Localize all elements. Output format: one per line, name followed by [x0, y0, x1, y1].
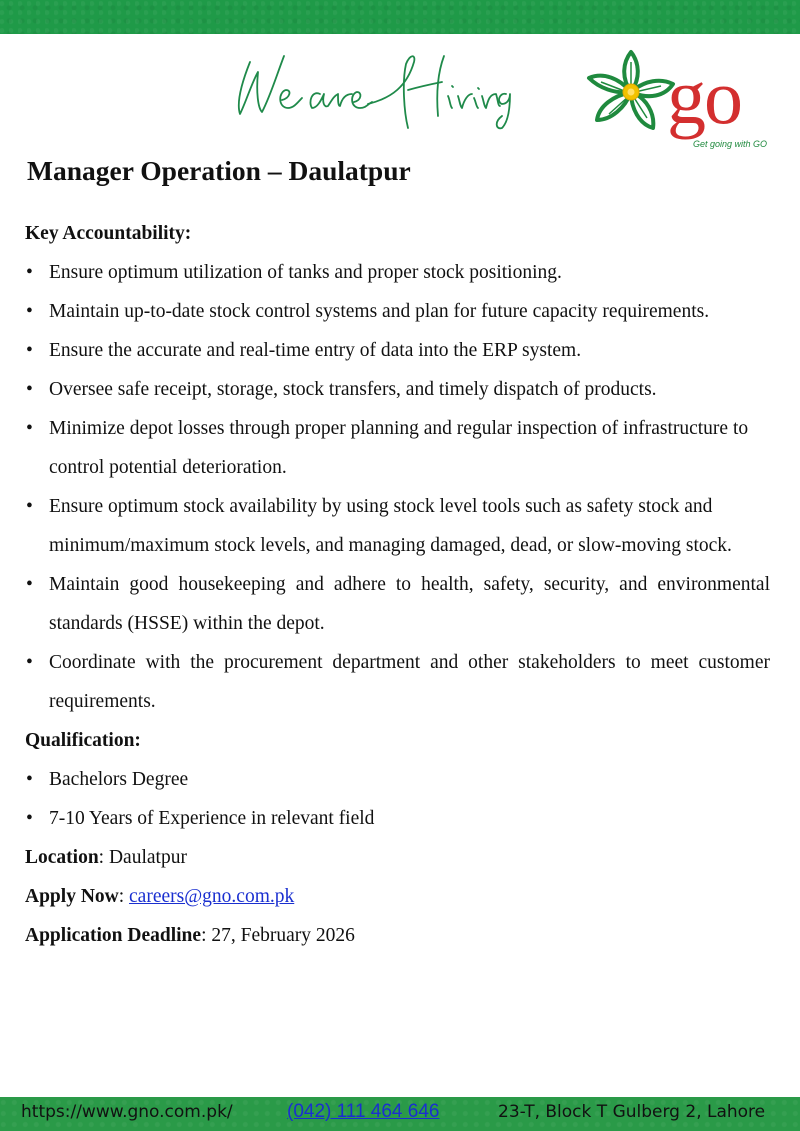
go-logo: [585, 48, 775, 158]
apply-line: Apply Now: careers@gno.com.pk: [25, 886, 295, 907]
qualification-heading: Qualification:: [25, 730, 141, 751]
apply-label: Apply Now: [25, 886, 119, 907]
logo-tagline: Get going with GO: [693, 139, 768, 149]
list-item: • Ensure the accurate and real-time entry of data into the ERP system.: [26, 340, 582, 361]
footer-band: [0, 1097, 800, 1131]
logo-wordmark: go: [667, 53, 741, 140]
accountability-list: [25, 253, 770, 721]
list-item: • Oversee safe receipt, storage, stock transfers, and timely dispatch of products.: [26, 379, 657, 400]
location-line: Location: Daulatpur: [25, 847, 187, 868]
list-item: • Ensure optimum stock availability by using stock level tools such as safety stock and minimum/maximum stock levels, and managing damaged, dead, or slow-moving stock.: [26, 496, 732, 556]
job-title: Manager Operation – Daulatpur: [27, 155, 411, 186]
deadline-line: Application Deadline: 27, February 2026: [25, 925, 355, 946]
footer-website[interactable]: https://www.gno.com.pk/: [21, 1102, 233, 1122]
list-item: • Bachelors Degree: [26, 769, 189, 790]
apply-email-link[interactable]: careers@gno.com.pk: [129, 886, 295, 907]
list-item: • Maintain up-to-date stock control systems and plan for future capacity requirements.: [26, 301, 710, 322]
job-content: [25, 214, 770, 955]
flower-logo-icon: [585, 48, 677, 140]
location-value: Daulatpur: [108, 847, 187, 868]
list-item: • Coordinate with the procurement department and other stakeholders to meet customer requirements.: [26, 652, 770, 712]
qualification-list: [25, 760, 770, 838]
footer-phone-link[interactable]: (042) 111 464 646: [287, 1101, 440, 1122]
list-item: • Maintain good housekeeping and adhere to health, safety, security, and environmental standards (HSSE) within the depot.: [26, 574, 770, 634]
location-label: Location: [25, 847, 99, 868]
footer-address: 23-T, Block T Gulberg 2, Lahore: [498, 1102, 766, 1122]
hiring-script-graphic: [232, 42, 512, 134]
list-item: • 7-10 Years of Experience in relevant field: [26, 808, 375, 829]
list-item: • Ensure optimum utilization of tanks and proper stock positioning.: [26, 262, 562, 283]
deadline-value: 27, February 2026: [211, 925, 355, 946]
key-accountability-heading: Key Accountability:: [25, 223, 192, 244]
deadline-label: Application Deadline: [25, 925, 202, 946]
we-are-hiring-script-title: [232, 42, 512, 134]
list-item: • Minimize depot losses through proper planning and regular inspection of infrastructure to control potential deterioration.: [26, 418, 749, 478]
top-green-band: [0, 0, 800, 34]
